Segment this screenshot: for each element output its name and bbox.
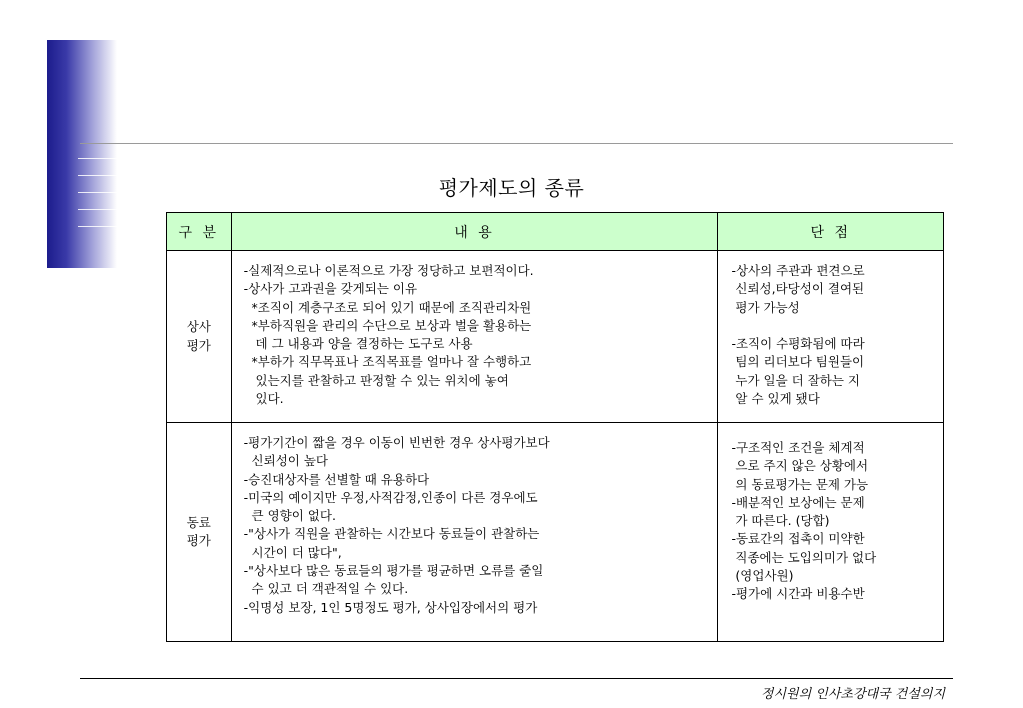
content-line: -익명성 보장, 1인 5명정도 평가, 상사입장에서의 평가 [243, 599, 538, 615]
content-line: -"상사보다 많은 동료들의 평가를 평균하면 오류를 줄일 [243, 563, 544, 579]
cons-line: 신뢰성,타당성이 결여된 [731, 281, 865, 297]
content-line: -실제적으로나 이론적으로 가장 정당하고 보편적이다. [243, 263, 534, 278]
cons-line [731, 317, 943, 335]
header-category: 구 분 [167, 213, 232, 251]
row-category [167, 251, 232, 423]
slide-title: 평가제도의 종류 [438, 176, 585, 200]
category-line: 상사 [186, 319, 211, 335]
content-line: 신뢰성이 높다 [243, 453, 328, 469]
cons-line: -상사의 주관과 편견으로 [731, 263, 865, 278]
cons-line: 직종에는 도입의미가 없다 [731, 549, 877, 565]
cons-line: -배분적인 보상에는 문제 [731, 494, 865, 510]
cons-line: -구조적인 조건을 체계적 [731, 440, 865, 455]
row-content [231, 423, 718, 642]
content-line: -승진대상자를 선별할 때 유용하다 [243, 471, 430, 487]
evaluation-table [166, 212, 944, 642]
footer-caption: 정시원의 인사초강대국 건설의지 [760, 687, 945, 702]
cons-line: -평가에 시간과 비용수반 [731, 586, 865, 602]
top-divider [80, 143, 953, 144]
content-line: *부하가 직무목표나 조직목표를 얼마나 잘 수행하고 [243, 354, 532, 370]
content-line: 있다. [243, 391, 284, 407]
content-line: 있는지를 관찰하고 판정할 수 있는 위치에 놓여 [243, 372, 509, 388]
content-line: 시간이 더 많다", [243, 544, 342, 560]
row-cons [718, 423, 944, 642]
cons-line: 가 따른다. (당합) [731, 513, 830, 529]
table-header-row [167, 213, 944, 251]
cons-line: -동료간의 접촉이 미약한 [731, 531, 865, 547]
cons-line: 알 수 있게 됐다 [731, 391, 820, 407]
content-line: 수 있고 더 객관적일 수 있다. [243, 581, 409, 597]
content-line: 데 그 내용과 양을 결정하는 도구로 사용 [243, 336, 473, 352]
cons-line: 팀의 리더보다 팀원들이 [731, 354, 865, 370]
cons-line: 의 동료평가는 문제 가능 [731, 476, 869, 492]
cons-line: 누가 일을 더 잘하는 지 [731, 372, 860, 388]
content-line: -미국의 예이지만 우정,사적감정,인종이 다른 경우에도 [243, 489, 538, 505]
header-cons: 단 점 [718, 213, 944, 251]
row-cons [718, 251, 944, 423]
table-row [167, 251, 944, 423]
cons-line: -조직이 수평화됨에 따라 [731, 336, 865, 352]
category-line: 평가 [186, 337, 211, 353]
cons-line: (영업사원) [731, 568, 794, 584]
table-row [167, 423, 944, 642]
content-line: *부하직원을 관리의 수단으로 보상과 벌을 활용하는 [243, 317, 532, 333]
row-category [167, 423, 232, 642]
cons-line: 평가 가능성 [731, 299, 800, 315]
content-line: -상사가 고과권을 갖게되는 이유 [243, 281, 418, 297]
bottom-divider [80, 678, 953, 679]
category-line: 동료 [186, 514, 211, 530]
row-content [231, 251, 718, 423]
content-line: 큰 영향이 없다. [243, 508, 336, 524]
content-line: -평가기간이 짧을 경우 이동이 빈번한 경우 상사평가보다 [243, 435, 550, 450]
category-line: 평가 [186, 533, 211, 548]
content-line: *조직이 계층구조로 되어 있기 때문에 조직관리차원 [243, 299, 532, 315]
cons-line: 으로 주지 않은 상황에서 [731, 458, 869, 474]
header-content: 내 용 [231, 213, 718, 251]
content-line: -"상사가 직원을 관찰하는 시간보다 동료들이 관찰하는 [243, 526, 540, 542]
